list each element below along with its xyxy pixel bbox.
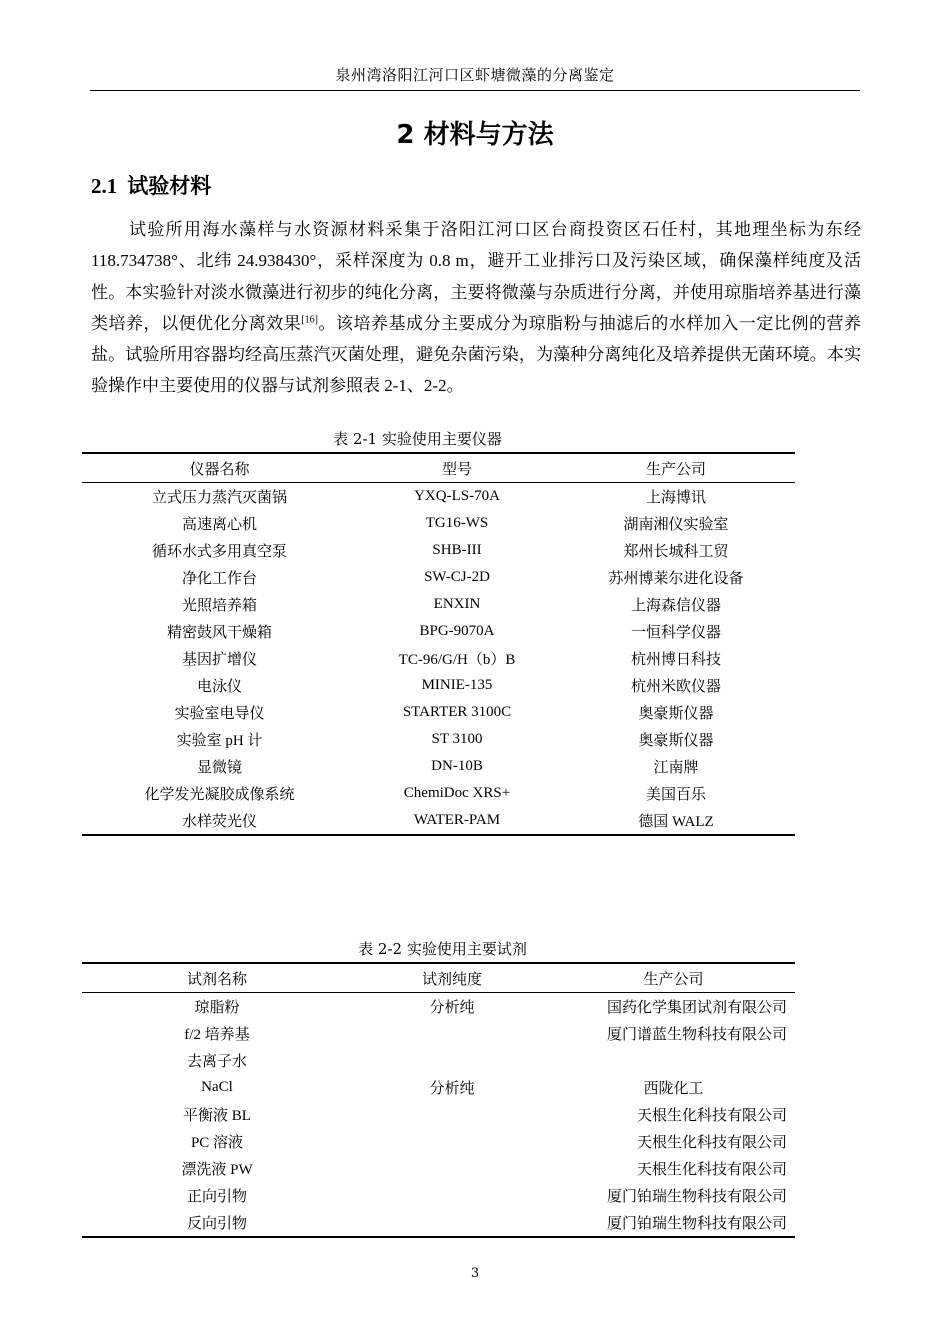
table-cell: YXQ-LS-70A — [414, 488, 500, 504]
table-cell: 国药化学集团试剂有限公司 — [606, 1000, 787, 1016]
table-row — [82, 780, 795, 807]
table2-caption: 表 2-2 实验使用主要试剂 — [358, 940, 527, 958]
table-row — [82, 1020, 795, 1047]
table-cell: 立式压力蒸汽灭菌锅 — [151, 490, 287, 506]
table-row — [82, 591, 795, 618]
table-row — [82, 483, 795, 511]
table-cell: 郑州长城科工贸 — [623, 544, 729, 560]
table1-caption: 表 2-1 实验使用主要仪器 — [333, 430, 502, 448]
page-number: 3 — [470, 1266, 480, 1281]
table-cell: BPG-9070A — [419, 623, 495, 639]
table-cell: 分析纯 — [429, 1000, 475, 1016]
table-row — [82, 1182, 795, 1209]
table-row — [82, 699, 795, 726]
table-cell: 去离子水 — [186, 1054, 247, 1070]
table-cell: 杭州米欧仪器 — [630, 679, 721, 695]
table-cell: 光照培养箱 — [181, 598, 257, 614]
instruments-table — [82, 452, 795, 836]
table-cell: 厦门谱蓝生物科技有限公司 — [606, 1027, 787, 1043]
table-cell: TG16-WS — [425, 515, 489, 531]
table-cell: ST 3100 — [431, 731, 483, 747]
running-header: 泉州湾洛阳江河口区虾塘微藻的分离鉴定 — [335, 66, 615, 84]
table-cell: 上海森信仪器 — [630, 598, 721, 614]
table-cell: ChemiDoc XRS+ — [403, 785, 511, 801]
table-cell: 西陇化工 — [643, 1081, 704, 1097]
table-cell: 湖南湘仪实验室 — [623, 517, 729, 533]
table-cell: 上海博讯 — [645, 490, 706, 506]
table-cell: 厦门铂瑞生物科技有限公司 — [606, 1189, 787, 1205]
table-cell — [352, 1047, 552, 1074]
table-row — [82, 645, 795, 672]
table-cell: f/2 培养基 — [184, 1027, 250, 1043]
column-header: 生产公司 — [557, 453, 795, 483]
table-cell — [352, 1128, 552, 1155]
table-row — [82, 564, 795, 591]
table-cell: SW-CJ-2D — [424, 569, 490, 585]
table-cell: 实验室 pH 计 — [176, 733, 263, 749]
paragraph-text: 试验所用海水藻样与水资源材料采集于洛阳江河口区台商投资区石任村，其地理坐标为东经 118.734738°、北纬 24.938430°，采样深度为 0.8 m，避开工业排污口及污染区域，确保藻样纯度及活性。本实验针对淡水微藻进行初步的纯化分离，主要将微藻与杂质进行分离，并使用琼脂培养基进行藻类培养，以便优化分离效果 — [91, 220, 861, 333]
table-cell: 平衡液 BL — [183, 1108, 251, 1124]
table-row — [82, 807, 795, 835]
table-cell: 苏州博莱尔进化设备 — [608, 571, 744, 587]
table-cell — [352, 1155, 552, 1182]
table-row — [82, 726, 795, 753]
table-cell: ENXIN — [433, 596, 481, 612]
column-header: 仪器名称 — [82, 453, 357, 483]
table-row — [82, 1209, 795, 1237]
table-cell: STARTER 3100C — [402, 704, 512, 720]
paragraph-text-after: 。该培养基成分主要成分为琼脂粉与抽滤后的水样加入一定比例的营养盐。试验所用容器均经高压蒸汽灭菌处理，避免杂菌污染，为藻种分离纯化及培养提供无菌环境。本实验操作中主要使用的仪器与试剂参照表 2-1、2-2。 — [91, 313, 862, 396]
table-row — [82, 1155, 795, 1182]
table-cell — [352, 1101, 552, 1128]
table-cell: 基因扩增仪 — [181, 652, 257, 668]
table-cell: 厦门铂瑞生物科技有限公司 — [552, 1209, 795, 1237]
table-cell — [352, 1020, 552, 1047]
table-cell: 杭州博日科技 — [630, 652, 721, 668]
table-cell: 循环水式多用真空泵 — [151, 544, 287, 560]
table-cell: 高速离心机 — [181, 517, 257, 533]
table-row — [82, 993, 795, 1021]
table-row — [82, 1128, 795, 1155]
column-header: 生产公司 — [552, 963, 795, 993]
table-cell: 一恒科学仪器 — [630, 625, 721, 641]
table-header-row — [82, 963, 795, 993]
table-cell: DN-10B — [431, 758, 483, 774]
table-cell: 天根生化科技有限公司 — [636, 1108, 787, 1124]
section-title-text: 试验材料 — [127, 174, 212, 198]
table-cell: 反向引物 — [82, 1209, 352, 1237]
citation: [16] — [301, 314, 318, 326]
table-cell: SHB-III — [432, 542, 482, 558]
table-cell: 天根生化科技有限公司 — [636, 1135, 787, 1151]
table-cell: 实验室电导仪 — [174, 706, 265, 722]
table-cell: 水样荧光仪 — [82, 807, 357, 835]
table-cell — [552, 1047, 795, 1074]
table-cell: 天根生化科技有限公司 — [636, 1162, 787, 1178]
header-rule — [90, 90, 860, 91]
table-cell: WATER-PAM — [357, 807, 557, 835]
table-row — [82, 618, 795, 645]
table-cell: TC-96/G/H（b）B — [398, 652, 516, 668]
table-cell — [352, 1182, 552, 1209]
table-cell: 分析纯 — [429, 1081, 475, 1097]
table-row — [82, 510, 795, 537]
table-cell: PC 溶液 — [190, 1135, 244, 1151]
table-cell: 净化工作台 — [181, 571, 257, 587]
table-cell: 电泳仪 — [196, 679, 242, 695]
table-cell: 奥豪斯仪器 — [638, 706, 714, 722]
table-cell: MINIE-135 — [421, 677, 493, 693]
table-cell: 精密鼓风干燥箱 — [166, 625, 272, 641]
table-row — [82, 672, 795, 699]
table-cell: 琼脂粉 — [194, 1000, 240, 1016]
table-cell: 显微镜 — [196, 760, 242, 776]
column-header: 试剂纯度 — [352, 963, 552, 993]
body-paragraph — [91, 214, 861, 402]
table-row — [82, 1101, 795, 1128]
table-row — [82, 753, 795, 780]
column-header: 型号 — [357, 453, 557, 483]
table-cell: NaCl — [201, 1079, 233, 1095]
reagents-table — [82, 962, 795, 1238]
chapter-title: 2 材料与方法 — [396, 120, 554, 150]
table-cell: 江南牌 — [653, 760, 699, 776]
table-row — [82, 1047, 795, 1074]
table-row — [82, 1074, 795, 1101]
table-cell: 正向引物 — [186, 1189, 247, 1205]
table-cell: 美国百乐 — [645, 787, 706, 803]
column-header: 试剂名称 — [82, 963, 352, 993]
table-cell: 德国 WALZ — [557, 807, 795, 835]
table-header-row — [82, 453, 795, 483]
section-title — [91, 170, 211, 200]
table-cell: 化学发光凝胶成像系统 — [144, 787, 295, 803]
table-cell: 漂洗液 PW — [181, 1162, 253, 1178]
table-row — [82, 537, 795, 564]
section-number: 2.1 — [91, 174, 118, 198]
table-cell — [352, 1209, 552, 1237]
table-cell: 奥豪斯仪器 — [638, 733, 714, 749]
